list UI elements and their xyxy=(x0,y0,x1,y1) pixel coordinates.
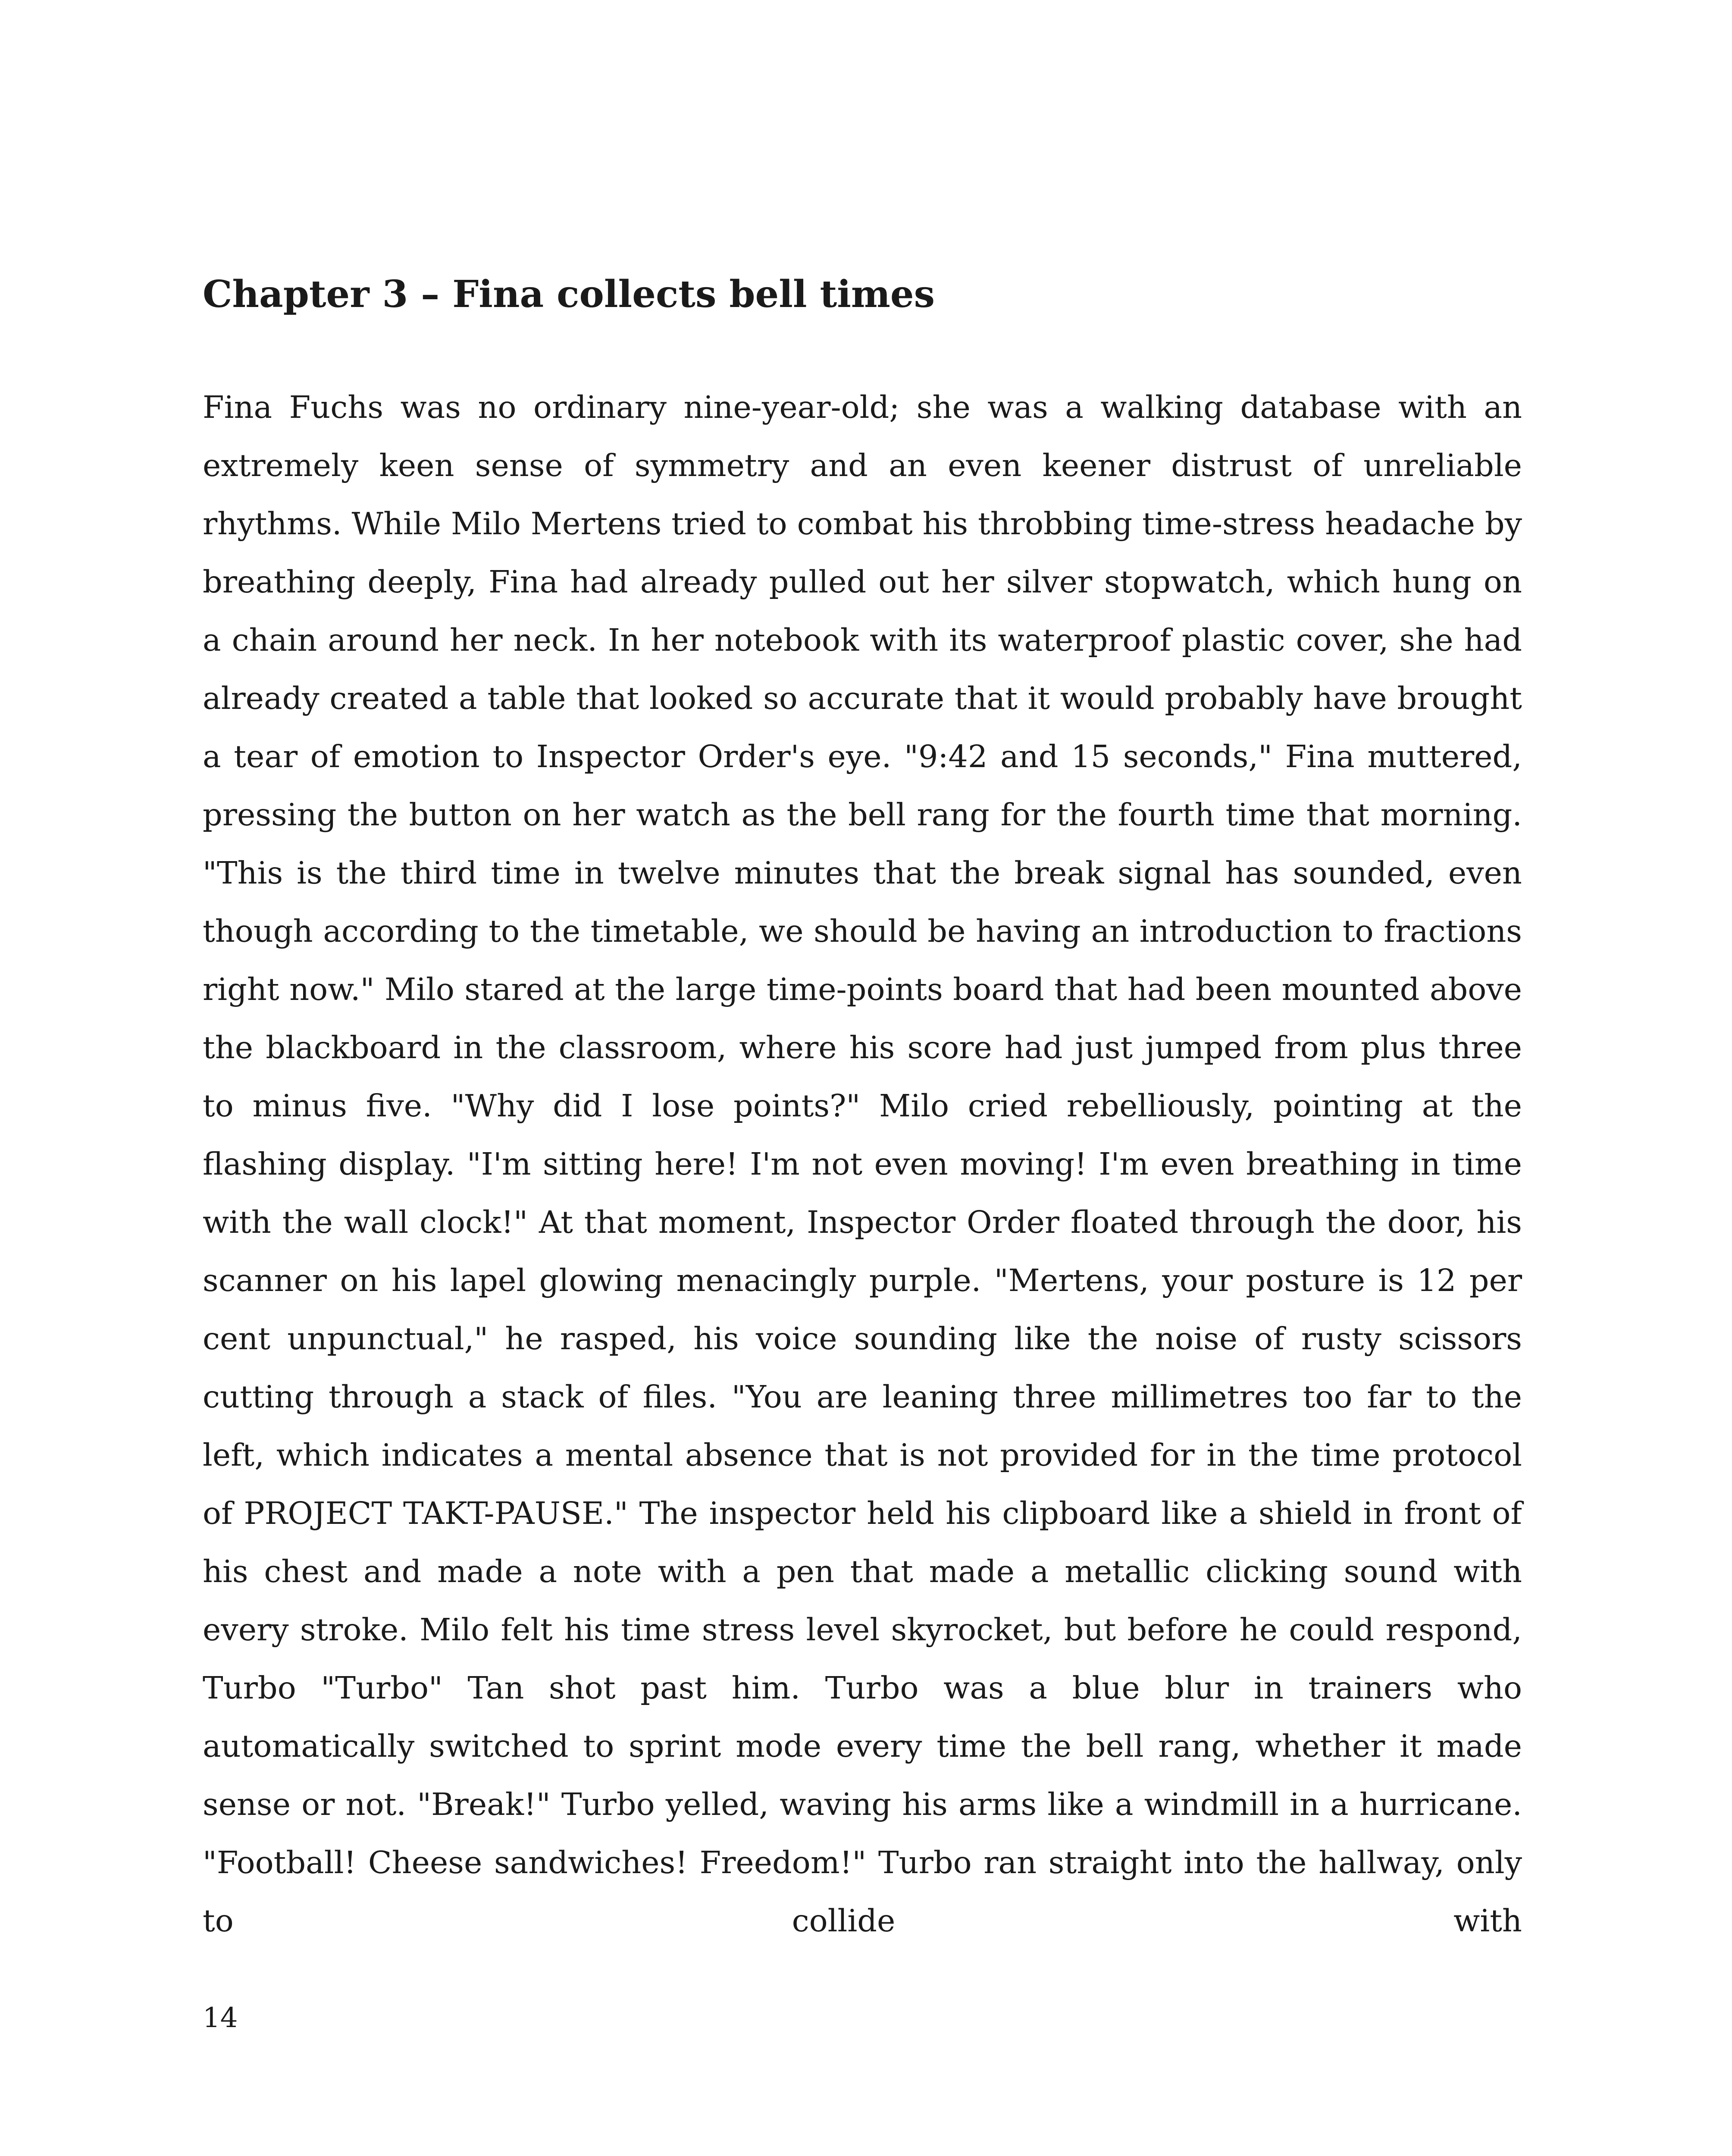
body-paragraph: Fina Fuchs was no ordinary nine-year-old; she was a walking database with an extremely keen sense of symmetry and an even keener distrust of unreliable rhythms. While Milo Mertens tried to combat his throbbing time-stress headache by breathing deeply, Fina had already pulled out her silver stopwatch, which hung on a chain around her neck. In her notebook with its waterproof plastic cover, she had already created a table that looked so accurate that it would probably have brought a tear of emotion to Inspector Order's eye. "9:42 and 15 seconds," Fina muttered, pressing the button on her watch as the bell rang for the fourth time that morning. "This is the third time in twelve minutes that the break signal has sounded, even though according to the timetable, we should be having an introduction to fractions right now." Milo stared at the large time-points board that had been mounted above the blackboard in the classroom, where his score had just jumped from plus three to minus five. "Why did I lose points?" Milo cried rebelliously, pointing at the flashing display. "I'm sitting here! I'm not even moving! I'm even breathing in time with the wall clock!" At that moment, Inspector Order floated through the door, his scanner on his lapel glowing menacingly purple. "Mertens, your posture is 12 per cent unpunctual," he rasped, his voice sounding like the noise of rusty scissors cutting through a stack of files. "You are leaning three millimetres too far to the left, which indicates a mental absence that is not provided for in the time protocol of PROJECT TAKT-PAUSE." The inspector held his clipboard like a shield in front of his chest and made a note with a pen that made a metallic clicking sound with every stroke. Milo felt his time stress level skyrocket, but before he could respond, Turbo "Turbo" Tan shot past him. Turbo was a blue blur in trainers who automatically switched to sprint mode every time the bell rang, whether it made sense or not. "Break!" Turbo yelled, waving his arms like a windmill in a hurricane. "Football! Cheese sandwiches! Freedom!" Turbo ran straight into the hallway, only to collide with xyxy=(203,389,1522,1939)
chapter-title: Chapter 3 – Fina collects bell times xyxy=(203,273,935,316)
page-number: 14 xyxy=(203,2002,238,2034)
